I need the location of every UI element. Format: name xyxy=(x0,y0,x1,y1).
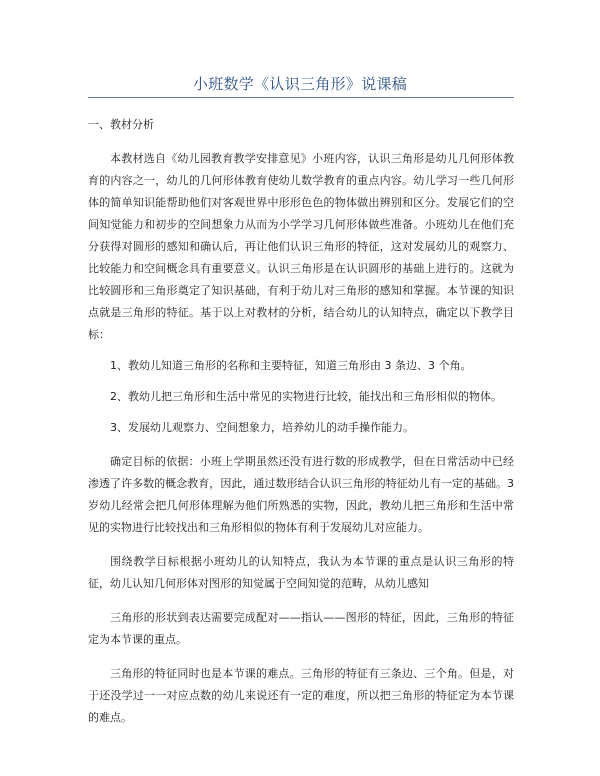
paragraph-key-point-cont: 三角形的形状到表达需要完成配对——指认——图形的特征，因此，三角形的特征定为本节课的重点。 xyxy=(88,611,514,646)
paragraph-difficulty: 三角形的特征同时也是本节课的难点。三角形的特征有三条边、三个角。但是，对于还没学过一一对应点数的幼儿来说还有一定的难度，所以把三角形的特征定为本节课的难点。 xyxy=(88,667,514,724)
document-body xyxy=(88,114,514,729)
teaching-goal-1: 1、教幼儿知道三角形的名称和主要特征，知道三角形由 3 条边、3 个角。 xyxy=(110,359,472,372)
paragraph-goal-basis: 确定目标的依据：小班上学期虽然还没有进行数的形成教学，但在日常活动中已经渗透了许多数的概念教育，因此，通过数形结合认识三角形的特征幼儿有一定的基础。3 岁幼儿经常会把几何形体理解为他们所熟悉的实物，因此，教幼儿把三角形和生活中常见的实物进行比较找出和三角形相似的物体有利于发展幼儿对应能力。 xyxy=(88,455,514,534)
title-underline xyxy=(88,97,514,98)
section-heading: 一、教材分析 xyxy=(88,118,154,131)
paragraph-material-analysis: 本教材选自《幼儿园教育教学安排意见》小班内容，认识三角形是幼儿几何形体教育的内容之一，幼儿的几何形体教育使幼儿数学教育的重点内容。幼儿学习一些几何形体的简单知识能帮助他们对客观世界中形形色色的物体做出辨别和区分。发展它们的空间知觉能力和初步的空间想象力从而为小学学习几何形体做些准备。小班幼儿在他们充分获得对圆形的感知和确认后，再让他们认识三角形的特征，这对发展幼儿的观察力、比较能力和空间概念具有重要意义。认识三角形是在认识圆形的基础上进行的。这就为比较圆形和三角形奠定了知识基础，有利于幼儿对三角形的感知和掌握。本节课的知识点就是三角形的特征。基于以上对教材的分析，结合幼儿的认知特点，确定以下教学目标： xyxy=(88,152,514,341)
teaching-goal-2: 2、教幼儿把三角形和生活中常见的实物进行比较，能找出和三角形相似的物体。 xyxy=(110,390,502,403)
teaching-goal-3: 3、发展幼儿观察力、空间想象力，培养幼儿的动手操作能力。 xyxy=(110,421,414,434)
document-title: 小班数学《认识三角形》说课稿 xyxy=(192,75,408,93)
paragraph-key-point: 围绕教学目标根据小班幼儿的认知特点，我认为本节课的重点是认识三角形的特征，幼儿认知几何形体对图形的知觉属于空间知觉的范畴，从幼儿感知 xyxy=(88,555,514,590)
